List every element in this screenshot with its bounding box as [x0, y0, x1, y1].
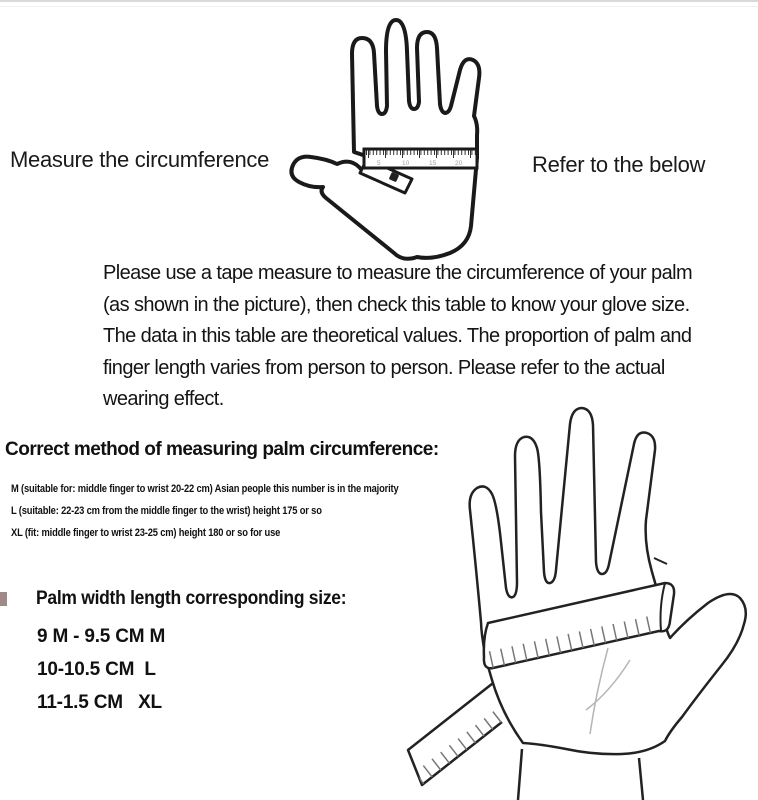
- bottom-hand-illustration: [398, 392, 758, 800]
- intro-line: wearing effect.: [103, 388, 224, 410]
- size-item-list: [37, 620, 165, 719]
- bottom-hand-outline: [470, 408, 746, 754]
- svg-text:5: 5: [377, 160, 381, 167]
- method-item-l: L (suitable: 22-23 cm from the middle finger to the wrist) height 175 or so: [11, 504, 322, 517]
- svg-text:15: 15: [429, 160, 437, 167]
- size-item-l: 10-10.5 CM L: [37, 659, 156, 680]
- svg-text:10: 10: [402, 160, 410, 167]
- method-heading: Correct method of measuring palm circumference:: [5, 439, 439, 460]
- size-heading: Palm width length corresponding size:: [36, 588, 347, 609]
- refer-below-label: Refer to the below: [532, 152, 706, 177]
- svg-text:20: 20: [455, 160, 463, 167]
- size-item-m: 9 M - 9.5 CM M: [37, 626, 166, 647]
- top-hand-outline: [291, 20, 479, 259]
- top-border-line-faint: [0, 6, 758, 7]
- top-hand-illustration: [288, 8, 492, 262]
- edge-crease: [654, 558, 667, 564]
- size-item-xl: 11-1.5 CM XL: [37, 692, 162, 713]
- intro-line: Please use a tape measure to measure the circumference of your palm: [103, 262, 693, 284]
- intro-line: The data in this table are theoretical values. The proportion of palm and: [103, 325, 692, 347]
- left-edge-mark: [0, 592, 7, 606]
- measure-circumference-label: Measure the circumference: [10, 147, 270, 172]
- tape-measure-tail: [408, 676, 502, 785]
- wrist-lines: [518, 749, 643, 800]
- intro-line: finger length varies from person to person. Please refer to the actual: [103, 356, 665, 379]
- method-item-xl: XL (fit: middle finger to wrist 23-25 cm) height 180 or so for use: [11, 526, 281, 539]
- method-item-m: M (suitable for: middle finger to wrist 20-22 cm) Asian people this number is in the majority: [11, 483, 399, 495]
- method-item-list: [11, 479, 399, 544]
- top-border-line: [0, 0, 758, 2]
- tape-measure-band: [364, 149, 477, 168]
- intro-line: (as shown in the picture), then check this table to know your glove size.: [103, 293, 690, 316]
